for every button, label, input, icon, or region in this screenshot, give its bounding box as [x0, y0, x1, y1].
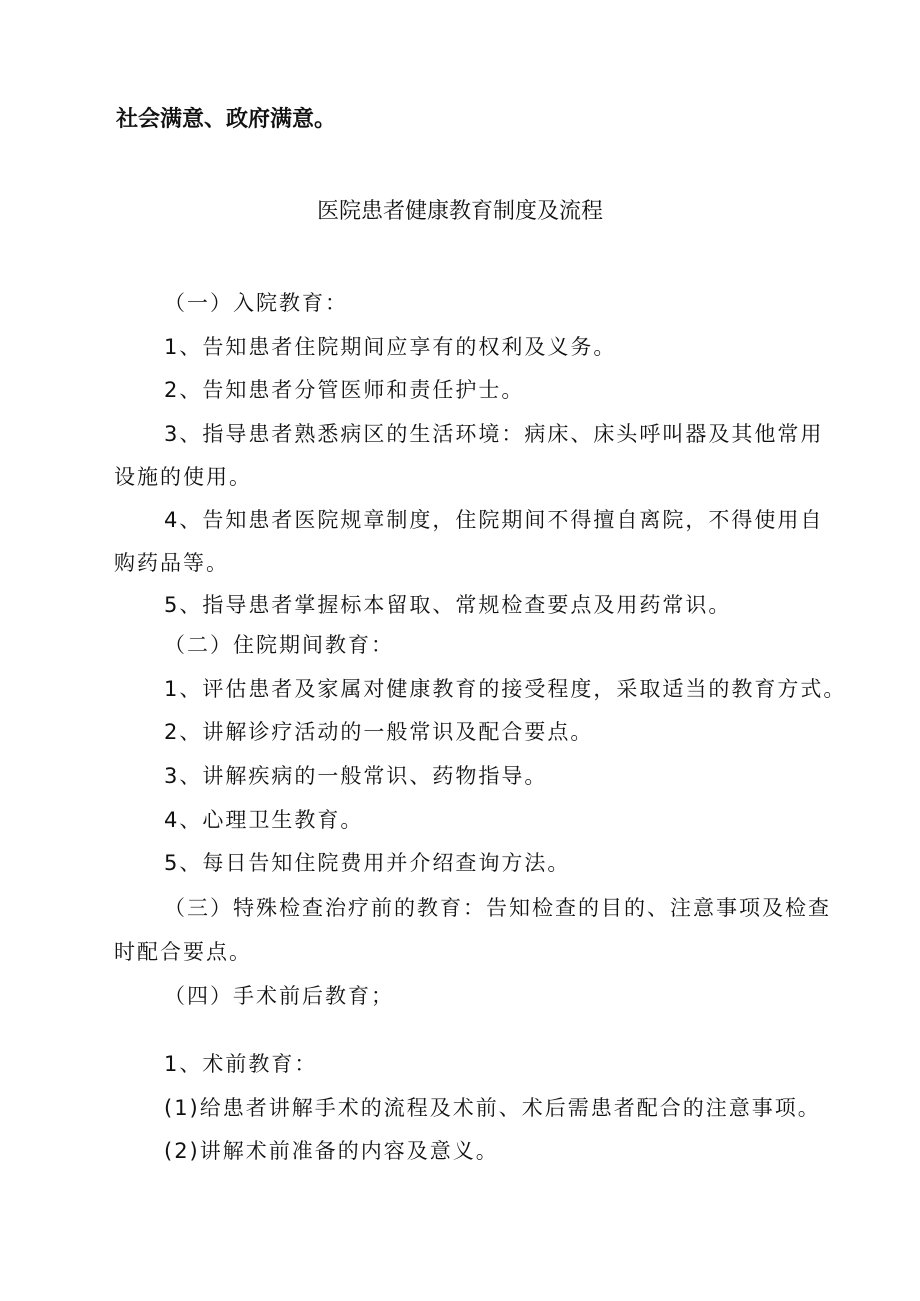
sub-heading-preop: 1、术前教育：: [164, 1052, 318, 1076]
paragraph-line: (1)给患者讲解手术的流程及术前、术后需患者配合的注意事项。: [164, 1096, 821, 1120]
paragraph-line: 3、讲解疾病的一般常识、药物指导。: [164, 764, 548, 788]
paragraph-line: 2、告知患者分管医师和责任护士。: [164, 378, 525, 402]
paragraph-line: (2)讲解术前准备的内容及意义。: [164, 1139, 499, 1163]
section-heading-inpatient: （二）住院期间教育：: [164, 633, 394, 657]
paragraph-line: 时配合要点。: [114, 940, 252, 964]
paragraph-line: 5、指导患者掌握标本留取、常规检查要点及用药常识。: [164, 593, 732, 617]
paragraph-line: 1、告知患者住院期间应享有的权利及义务。: [164, 335, 617, 359]
section-heading-admission: （一）入院教育：: [164, 291, 348, 315]
section-heading-special-exam: （三）特殊检查治疗前的教育：告知检查的目的、注意事项及检查: [164, 896, 831, 920]
paragraph-line: 设施的使用。: [114, 465, 252, 489]
section-heading-surgery: （四）手术前后教育；: [164, 984, 394, 1008]
document-title: 医院患者健康教育制度及流程: [316, 199, 603, 224]
paragraph-line: 1、评估患者及家属对健康教育的接受程度，采取适当的教育方式。: [164, 677, 847, 701]
paragraph-line: 购药品等。: [114, 551, 229, 575]
lead-line: 社会满意、政府满意。: [116, 107, 337, 132]
paragraph-line: 4、告知患者医院规章制度，住院期间不得擅自离院，不得使用自: [164, 508, 824, 532]
paragraph-line: 3、指导患者熟悉病区的生活环境：病床、床头呼叫器及其他常用: [164, 422, 824, 446]
paragraph-line: 2、讲解诊疗活动的一般常识及配合要点。: [164, 720, 594, 744]
paragraph-line: 5、每日告知住院费用并介绍查询方法。: [164, 851, 571, 875]
paragraph-line: 4、心理卫生教育。: [164, 808, 364, 832]
